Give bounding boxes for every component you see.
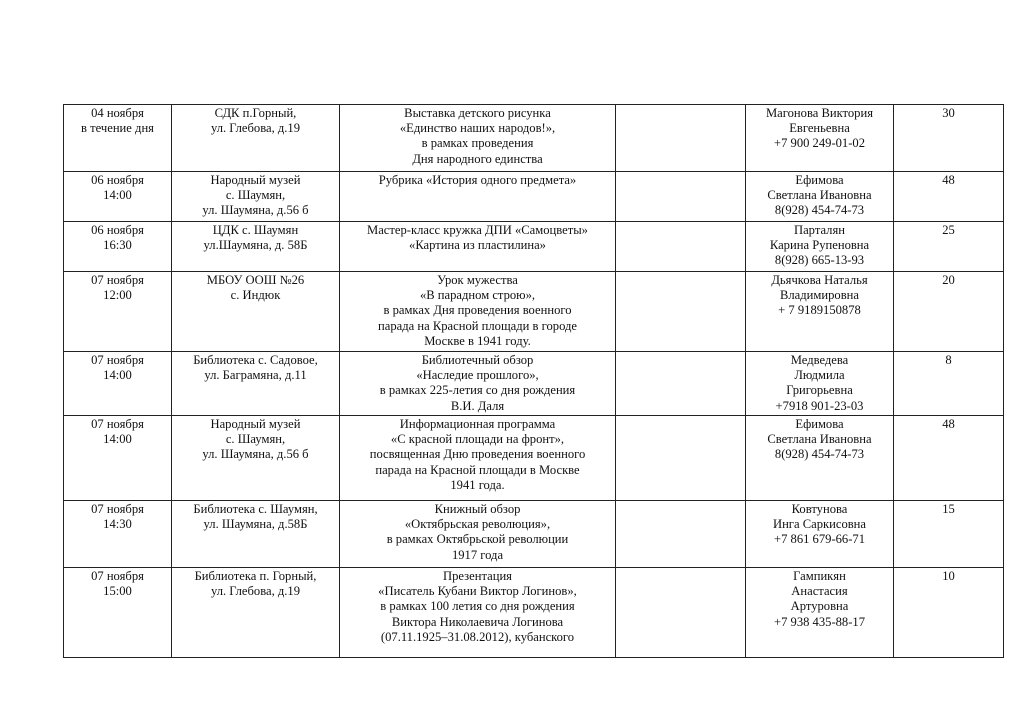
event-contact-line: 8(928) 454-74-73 xyxy=(774,447,865,462)
event-contact-line: Дьячкова Наталья xyxy=(771,273,868,287)
event-extra-cell xyxy=(616,272,746,352)
event-description-line: в рамках Октябрьской революции xyxy=(386,532,569,547)
event-place-cell xyxy=(172,105,340,172)
event-extra-cell xyxy=(616,501,746,568)
event-description-line: Библиотечный обзор xyxy=(421,353,534,367)
event-date-cell xyxy=(64,222,172,272)
participant-count: 48 xyxy=(942,417,955,431)
event-contact-line: Владимировна xyxy=(780,288,859,303)
event-date-line: 04 ноября xyxy=(91,106,144,120)
event-date-cell xyxy=(64,416,172,501)
event-place-line: Библиотека с. Садовое, xyxy=(193,353,318,367)
event-description-cell xyxy=(340,172,616,222)
event-contact-line: Парталян xyxy=(794,223,845,237)
event-date-cell xyxy=(64,272,172,352)
event-contact-cell xyxy=(746,501,894,568)
event-extra-cell xyxy=(616,222,746,272)
event-contact-cell xyxy=(746,352,894,416)
event-place-line: Народный музей xyxy=(210,417,301,431)
event-contact-line: 8(928) 665-13-93 xyxy=(774,253,865,268)
event-date-line: 07 ноября xyxy=(91,502,144,516)
participant-count-cell xyxy=(894,172,1004,222)
event-place-line: ул. Баграмяна, д.11 xyxy=(204,368,307,383)
event-date-line: 16:30 xyxy=(103,238,132,253)
event-place-line: Библиотека п. Горный, xyxy=(194,569,317,583)
event-contact-cell xyxy=(746,416,894,501)
event-contact-cell xyxy=(746,105,894,172)
event-description-cell xyxy=(340,416,616,501)
event-date-cell xyxy=(64,105,172,172)
event-contact-line: 8(928) 454-74-73 xyxy=(774,203,865,218)
event-date-line: 12:00 xyxy=(103,288,132,303)
event-contact-line: + 7 9189150878 xyxy=(778,303,861,318)
event-date-cell xyxy=(64,352,172,416)
event-description-line: в рамках проведения xyxy=(421,136,534,151)
event-contact-line: Ефимова xyxy=(795,173,844,187)
participant-count: 30 xyxy=(942,106,955,120)
event-description-cell xyxy=(340,222,616,272)
table-row xyxy=(64,501,1004,568)
event-description-line: парада на Красной площади в городе xyxy=(377,318,577,333)
event-extra-cell xyxy=(616,416,746,501)
event-contact-line: +7 900 249-01-02 xyxy=(773,136,866,151)
event-place-line: Библиотека с. Шаумян, xyxy=(193,502,318,516)
event-contact-cell xyxy=(746,222,894,272)
event-description-line: Выставка детского рисунка xyxy=(404,106,551,120)
event-description-cell xyxy=(340,568,616,658)
event-contact-line: Анастасия xyxy=(791,584,848,599)
event-date-line: 06 ноября xyxy=(91,173,144,187)
event-description-cell xyxy=(340,105,616,172)
event-contact-line: +7918 901-23-03 xyxy=(775,398,864,413)
event-description-line: посвященная Дню проведения военного xyxy=(369,447,586,462)
event-place-line: ул. Шаумяна, д.56 б xyxy=(202,447,309,462)
event-place-line: с. Индюк xyxy=(230,288,281,303)
event-date-line: 15:00 xyxy=(103,584,132,599)
event-description-line: в рамках Дня проведения военного xyxy=(383,303,572,318)
event-contact-line: Светлана Ивановна xyxy=(767,432,872,447)
event-date-cell xyxy=(64,568,172,658)
table-row xyxy=(64,105,1004,172)
event-place-line: СДК п.Горный, xyxy=(214,106,297,120)
event-contact-line: Медведева xyxy=(790,353,849,367)
event-extra-cell xyxy=(616,352,746,416)
event-place-line: МБОУ ООШ №26 xyxy=(206,273,305,287)
table-row xyxy=(64,416,1004,501)
event-description-line: «Картина из пластилина» xyxy=(409,238,546,253)
participant-count-cell xyxy=(894,105,1004,172)
event-contact-line: Ефимова xyxy=(795,417,844,431)
event-description-line: «В парадном строю», xyxy=(419,288,536,303)
event-contact-line: Людмила xyxy=(794,368,845,383)
participant-count-cell xyxy=(894,352,1004,416)
event-contact-line: Евгеньевна xyxy=(789,121,850,136)
event-description-line: парада на Красной площади в Москве xyxy=(375,462,580,477)
table-row xyxy=(64,222,1004,272)
participant-count-cell xyxy=(894,416,1004,501)
event-description-line: Презентация xyxy=(443,569,512,583)
event-contact-cell xyxy=(746,568,894,658)
event-description-line: в рамках 100 летия со дня рождения xyxy=(380,599,575,614)
event-contact-line: Григорьевна xyxy=(786,383,853,398)
event-place-line: ул. Шаумяна, д.58Б xyxy=(203,517,308,532)
event-place-cell xyxy=(172,416,340,501)
event-date-line: 07 ноября xyxy=(91,353,144,367)
event-date-line: 07 ноября xyxy=(91,417,144,431)
event-place-cell xyxy=(172,172,340,222)
event-contact-line: +7 938 435-88-17 xyxy=(773,614,866,629)
event-place-line: ул. Глебова, д.19 xyxy=(210,121,301,136)
participant-count: 20 xyxy=(942,273,955,287)
event-place-cell xyxy=(172,272,340,352)
event-place-line: с. Шаумян, xyxy=(225,432,286,447)
event-date-line: 06 ноября xyxy=(91,223,144,237)
event-extra-cell xyxy=(616,172,746,222)
event-date-line: 14:00 xyxy=(103,432,132,447)
event-description-cell xyxy=(340,272,616,352)
event-description-line: Книжный обзор xyxy=(434,502,521,516)
event-description-line: (07.11.1925–31.08.2012), кубанского xyxy=(380,629,575,644)
event-place-line: с. Шаумян, xyxy=(225,188,286,203)
event-description-line: Мастер-класс кружка ДПИ «Самоцветы» xyxy=(367,223,588,237)
event-date-line: в течение дня xyxy=(81,121,154,136)
event-contact-line: Артуровна xyxy=(790,599,849,614)
event-place-line: ул.Шаумяна, д. 58Б xyxy=(203,238,308,253)
event-description-line: Информационная программа xyxy=(399,417,556,431)
participant-count: 25 xyxy=(942,223,955,237)
event-description-line: 1917 года xyxy=(451,547,504,562)
event-place-line: ЦДК с. Шаумян xyxy=(212,223,299,237)
event-place-cell xyxy=(172,568,340,658)
event-date-cell xyxy=(64,172,172,222)
event-description-line: Урок мужества xyxy=(437,273,518,287)
event-place-line: ул. Шаумяна, д.56 б xyxy=(202,203,309,218)
event-contact-line: Карина Рупеновна xyxy=(769,238,870,253)
participant-count: 48 xyxy=(942,173,955,187)
events-table xyxy=(63,104,1004,658)
event-description-cell xyxy=(340,501,616,568)
event-contact-line: Инга Саркисовна xyxy=(772,517,867,532)
event-contact-line: Светлана Ивановна xyxy=(767,188,872,203)
event-contact-line: Магонова Виктория xyxy=(765,106,874,120)
event-place-line: Народный музей xyxy=(210,173,301,187)
participant-count: 8 xyxy=(945,353,952,367)
event-description-line: «Единство наших народов!», xyxy=(399,121,556,136)
events-table-body xyxy=(64,105,1004,658)
participant-count-cell xyxy=(894,222,1004,272)
table-row xyxy=(64,172,1004,222)
event-place-cell xyxy=(172,501,340,568)
event-contact-cell xyxy=(746,272,894,352)
event-contact-line: Ковтунова xyxy=(791,502,848,516)
event-extra-cell xyxy=(616,568,746,658)
table-row xyxy=(64,352,1004,416)
event-description-line: «Наследие прошлого», xyxy=(416,368,539,383)
event-description-line: в рамках 225-летия со дня рождения xyxy=(379,383,576,398)
event-contact-line: +7 861 679-66-71 xyxy=(773,532,866,547)
event-date-line: 14:00 xyxy=(103,188,132,203)
event-place-cell xyxy=(172,352,340,416)
participant-count-cell xyxy=(894,501,1004,568)
event-description-line: «С красной площади на фронт», xyxy=(390,432,565,447)
event-date-line: 07 ноября xyxy=(91,569,144,583)
event-description-line: Дня народного единства xyxy=(412,151,543,166)
event-description-line: «Октябрьская революция», xyxy=(404,517,551,532)
table-row xyxy=(64,568,1004,658)
event-date-line: 14:30 xyxy=(103,517,132,532)
event-description-line: Виктора Николаевича Логинова xyxy=(391,614,564,629)
participant-count-cell xyxy=(894,272,1004,352)
event-description-line: Москве в 1941 году. xyxy=(424,333,531,348)
event-contact-line: Гампикян xyxy=(793,569,846,583)
event-description-line: Рубрика «История одного предмета» xyxy=(378,173,577,187)
event-description-line: В.И. Даля xyxy=(450,398,505,413)
event-description-line: 1941 года. xyxy=(450,477,505,492)
event-contact-cell xyxy=(746,172,894,222)
event-date-cell xyxy=(64,501,172,568)
participant-count: 10 xyxy=(942,569,955,583)
event-place-cell xyxy=(172,222,340,272)
event-date-line: 14:00 xyxy=(103,368,132,383)
participant-count: 15 xyxy=(942,502,955,516)
event-extra-cell xyxy=(616,105,746,172)
participant-count-cell xyxy=(894,568,1004,658)
event-description-cell xyxy=(340,352,616,416)
table-row xyxy=(64,272,1004,352)
event-place-line: ул. Глебова, д.19 xyxy=(210,584,301,599)
event-date-line: 07 ноября xyxy=(91,273,144,287)
event-description-line: «Писатель Кубани Виктор Логинов», xyxy=(378,584,577,599)
